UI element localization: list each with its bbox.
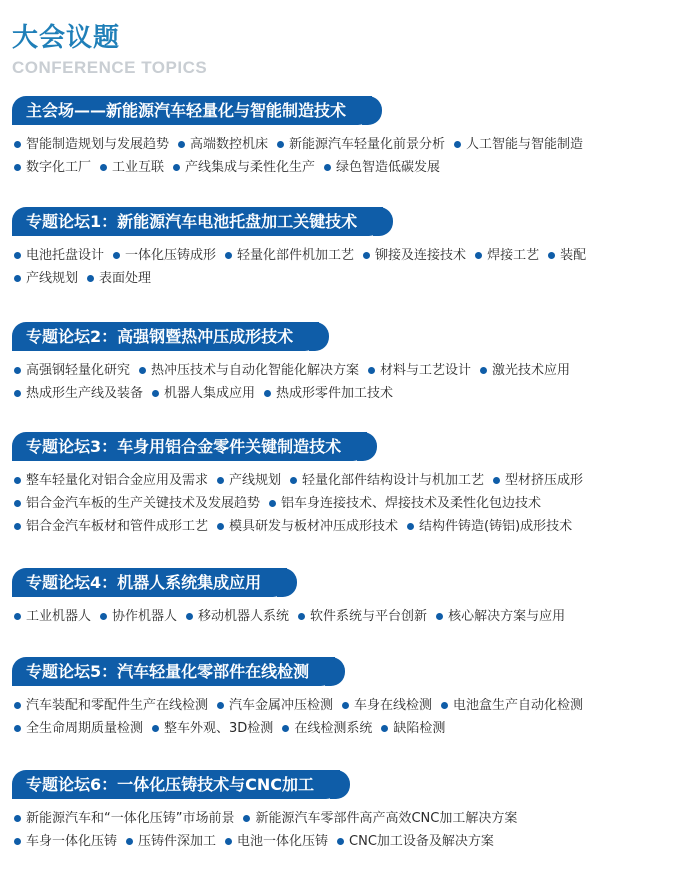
topic-item-label: 电池一体化压铸 [237,834,329,849]
bullet-dot-icon [243,815,250,822]
bullet-dot-icon [368,367,375,374]
topic-item-label: 新能源汽车和“一体化压铸”市场前景 [26,811,235,826]
topic-item-label: 焊接工艺 [487,248,540,263]
bullet-dot-icon [217,477,224,484]
bullet-dot-icon [126,838,133,845]
topic-item [454,133,583,156]
topic-item-label: 整车外观、3D检测 [164,721,274,736]
topic-item-label: 整车轻量化对铝合金应用及需求 [26,473,209,488]
topic-item [243,807,517,830]
bullet-dot-icon [100,613,107,620]
topic-item [14,515,208,538]
section-topic-list [12,605,688,628]
topic-item-label: 产线集成与柔性化生产 [185,160,316,175]
topic-item-label: CNC加工设备及解决方案 [349,834,494,849]
topic-section-4 [12,568,688,628]
topic-item-label: 数字化工厂 [26,160,92,175]
topic-item-label: 软件系统与平台创新 [310,609,428,624]
topic-item [14,469,208,492]
bullet-dot-icon [14,523,21,530]
topic-item [14,267,78,290]
topic-item-label: 轻量化部件机加工艺 [237,248,355,263]
bullet-dot-icon [14,275,21,282]
topic-item-label: 车身在线检测 [354,698,433,713]
bullet-dot-icon [337,838,344,845]
topic-item-label: 电池托盘设计 [26,248,105,263]
topic-item-label: 在线检测系统 [294,721,373,736]
topic-item-label: 电池盒生产自动化检测 [453,698,584,713]
topic-row [14,605,688,628]
section-topic-list [12,359,688,405]
topic-item [368,359,471,382]
bullet-dot-icon [217,702,224,709]
topic-item-label: 汽车装配和零配件生产在线检测 [26,698,209,713]
bullet-dot-icon [298,613,305,620]
bullet-dot-icon [14,390,21,397]
topic-row [14,807,688,830]
bullet-dot-icon [14,252,21,259]
topic-item-label: 工业机器人 [26,609,92,624]
topic-item [217,515,398,538]
bullet-dot-icon [14,815,21,822]
topic-item [493,469,583,492]
topic-item [14,807,234,830]
page-header [12,22,207,78]
topic-item [337,830,494,853]
topic-item-label: 装配 [560,248,587,263]
topic-row [14,492,688,515]
topic-item [381,717,445,740]
topic-item [407,515,572,538]
topic-row [14,133,688,156]
topic-row [14,156,688,179]
topic-item-label: 热冲压技术与自动化智能化解决方案 [151,363,360,378]
topic-item [14,694,208,717]
topic-item [264,382,393,405]
topic-item [152,717,273,740]
section-topic-list [12,807,688,853]
topic-item [14,492,260,515]
bullet-dot-icon [14,702,21,709]
topic-item [298,605,427,628]
topic-item [480,359,570,382]
section-title-bar: 主会场——新能源汽车轻量化与智能制造技术 [12,96,372,125]
topic-item [14,133,169,156]
topic-item [217,694,333,717]
topic-item-label: 产线规划 [229,473,282,488]
topic-item-label: 产线规划 [26,271,79,286]
topic-section-3 [12,432,688,538]
topic-item [113,244,216,267]
bullet-dot-icon [14,500,21,507]
topic-item-label: 高端数控机床 [190,137,269,152]
topic-item [178,133,268,156]
bullet-dot-icon [178,141,185,148]
topic-item-label: 激光技术应用 [492,363,571,378]
topic-row [14,515,688,538]
topic-item [436,605,565,628]
topic-item-label: 材料与工艺设计 [380,363,472,378]
bullet-dot-icon [363,252,370,259]
topic-item [441,694,583,717]
topic-item [14,605,91,628]
bullet-dot-icon [152,390,159,397]
topic-item [14,382,143,405]
topic-item-label: 热成形零件加工技术 [276,386,394,401]
topic-item [100,605,177,628]
topic-item-label: 全生命周期质量检测 [26,721,144,736]
bullet-dot-icon [173,164,180,171]
bullet-dot-icon [225,252,232,259]
bullet-dot-icon [342,702,349,709]
topic-item [342,694,432,717]
bullet-dot-icon [480,367,487,374]
bullet-dot-icon [14,141,21,148]
topic-item-label: 铆接及连接技术 [375,248,467,263]
section-title-bar: 专题论坛6：一体化压铸技术与CNC加工 [12,770,340,799]
section-title-bar: 专题论坛5：汽车轻量化零部件在线检测 [12,657,335,686]
topic-item [14,244,104,267]
topic-item-label: 铝合金汽车板的生产关键技术及发展趋势 [26,496,261,511]
topic-item-label: 轻量化部件结构设计与机加工艺 [302,473,485,488]
bullet-dot-icon [454,141,461,148]
topic-item-label: 人工智能与智能制造 [466,137,584,152]
topic-item [225,244,354,267]
topic-section-5 [12,657,688,740]
topic-section-0 [12,96,688,179]
topic-item-label: 移动机器人系统 [198,609,290,624]
topic-item-label: 工业互联 [112,160,165,175]
bullet-dot-icon [493,477,500,484]
topic-section-2 [12,322,688,405]
topic-row [14,469,688,492]
bullet-dot-icon [225,838,232,845]
topic-item-label: 高强钢轻量化研究 [26,363,131,378]
topic-item-label: 热成形生产线及装备 [26,386,144,401]
topic-item [14,359,130,382]
topic-item-label: 车身一体化压铸 [26,834,118,849]
bullet-dot-icon [14,477,21,484]
bullet-dot-icon [14,725,21,732]
bullet-dot-icon [475,252,482,259]
bullet-dot-icon [14,838,21,845]
topic-item [173,156,315,179]
bullet-dot-icon [407,523,414,530]
topic-item-label: 机器人集成应用 [164,386,256,401]
topic-item [14,717,143,740]
section-title-bar: 专题论坛3：车身用铝合金零件关键制造技术 [12,432,367,461]
topic-item-label: 结构件铸造(铸铝)成形技术 [419,519,573,534]
topic-item [282,717,372,740]
topic-row [14,830,688,853]
bullet-dot-icon [14,367,21,374]
topic-item [324,156,440,179]
topic-item [363,244,466,267]
bullet-dot-icon [87,275,94,282]
section-title-bar: 专题论坛4：机器人系统集成应用 [12,568,287,597]
topic-item [14,156,91,179]
topic-item-label: 一体化压铸成形 [125,248,217,263]
section-topic-list [12,244,688,290]
page-title: 大会议题 [12,23,121,53]
topic-item-label: 绿色智造低碳发展 [336,160,441,175]
topic-item-label: 智能制造规划与发展趋势 [26,137,170,152]
topic-row [14,694,688,717]
bullet-dot-icon [277,141,284,148]
topic-item-label: 表面处理 [99,271,152,286]
section-topic-list [12,133,688,179]
bullet-dot-icon [381,725,388,732]
topic-item-label: 新能源汽车轻量化前景分析 [289,137,446,152]
section-topic-list [12,469,688,538]
topic-item-label: 模具研发与板材冲压成形技术 [229,519,399,534]
topic-item [139,359,359,382]
topic-item [152,382,255,405]
topic-item-label: 压铸件深加工 [138,834,217,849]
topic-row [14,267,688,290]
topic-item [186,605,289,628]
bullet-dot-icon [139,367,146,374]
topic-item-label: 协作机器人 [112,609,178,624]
topic-item-label: 新能源汽车零部件高产高效CNC加工解决方案 [255,811,518,826]
bullet-dot-icon [14,164,21,171]
topic-item [87,267,151,290]
topic-item [269,492,541,515]
bullet-dot-icon [548,252,555,259]
bullet-dot-icon [290,477,297,484]
topic-item-label: 铝合金汽车板材和管件成形工艺 [26,519,209,534]
bullet-dot-icon [152,725,159,732]
topic-item-label: 核心解决方案与应用 [448,609,566,624]
section-title-bar: 专题论坛2：高强钢暨热冲压成形技术 [12,322,319,351]
topic-item-label: 缺陷检测 [393,721,446,736]
topic-item [126,830,216,853]
bullet-dot-icon [282,725,289,732]
bullet-dot-icon [324,164,331,171]
bullet-dot-icon [436,613,443,620]
topic-item [548,244,586,267]
bullet-dot-icon [14,613,21,620]
page-subtitle: CONFERENCE TOPICS [12,58,208,77]
topic-item [100,156,164,179]
bullet-dot-icon [269,500,276,507]
topic-item [14,830,117,853]
bullet-dot-icon [186,613,193,620]
bullet-dot-icon [100,164,107,171]
topic-item-label: 汽车金属冲压检测 [229,698,334,713]
topic-item [217,469,281,492]
section-topic-list [12,694,688,740]
bullet-dot-icon [113,252,120,259]
topic-item [277,133,445,156]
topic-item-label: 型材挤压成形 [505,473,584,488]
topic-item [475,244,539,267]
topic-row [14,244,688,267]
topic-item-label: 铝车身连接技术、焊接技术及柔性化包边技术 [281,496,542,511]
topic-item [225,830,328,853]
section-title-bar: 专题论坛1：新能源汽车电池托盘加工关键技术 [12,207,383,236]
topic-row [14,717,688,740]
topic-section-1 [12,207,688,290]
bullet-dot-icon [217,523,224,530]
topic-section-6 [12,770,688,853]
bullet-dot-icon [441,702,448,709]
bullet-dot-icon [264,390,271,397]
topic-item [290,469,484,492]
topic-row [14,359,688,382]
topic-row [14,382,688,405]
